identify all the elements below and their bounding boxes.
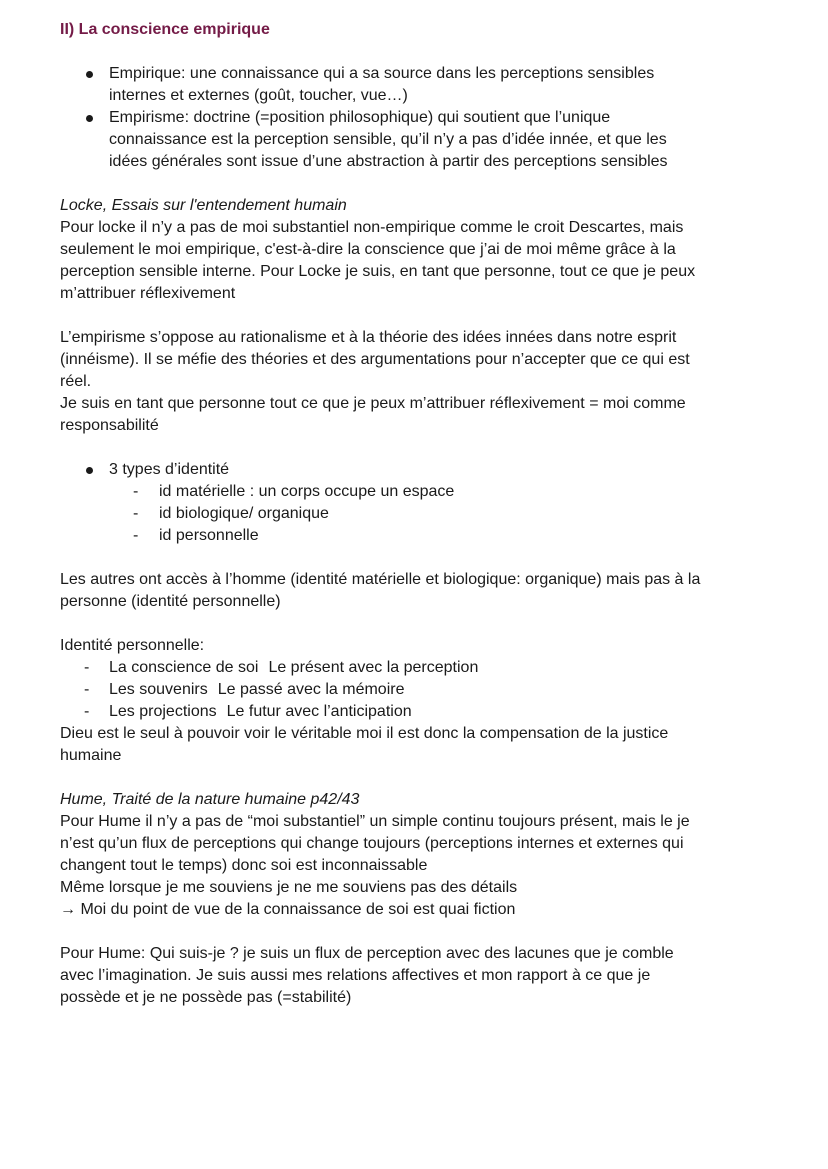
personal-identity-item	[109, 679, 404, 701]
paragraph-line: Dieu est le seul à pouvoir voir le véritable moi il est donc la compensation de la justice	[60, 725, 669, 742]
item-term: Les souvenirs	[109, 681, 208, 698]
bullet-text: 3 types d’identité	[109, 461, 230, 478]
item-term: La conscience de soi	[109, 659, 259, 676]
paragraph-line: (innéisme). Il se méfie des théories et des argumentations pour n’accepter que ce qui est	[60, 351, 690, 368]
identity-type: id matérielle : un corps occupe un espace	[159, 483, 455, 500]
identity-type: id biologique/ organique	[159, 505, 329, 522]
bullet-text: idées générales sont issue d’une abstraction à partir des perceptions sensibles	[109, 153, 668, 170]
paragraph-line: Je suis en tant que personne tout ce que je peux m’attribuer réflexivement = moi comme	[60, 395, 686, 412]
bullet-marker	[86, 115, 93, 122]
bullet-text: Empirique: une connaissance qui a sa source dans les perceptions sensibles	[109, 65, 655, 82]
paragraph-line: perception sensible interne. Pour Locke je suis, en tant que personne, tout ce que je peux	[60, 263, 696, 280]
paragraph-line: réel.	[60, 373, 92, 390]
paragraph-line: Pour locke il n’y a pas de moi substantiel non-empirique comme le croit Descartes, mais	[60, 219, 684, 236]
paragraph-line: → Moi du point de vue de la connaissance de soi est quai fiction	[60, 901, 516, 918]
paragraph-line: Pour Hume il n’y a pas de “moi substantiel” un simple continu toujours présent, mais le je	[60, 813, 690, 830]
item-desc: Le présent avec la perception	[268, 659, 479, 676]
identity-type: id personnelle	[159, 527, 259, 544]
paragraph-line: responsabilité	[60, 417, 159, 434]
bullet-text: Empirisme: doctrine (=position philosophique) qui soutient que l’unique	[109, 109, 611, 126]
paragraph-line: m’attribuer réflexivement	[60, 285, 236, 302]
paragraph-line: Les autres ont accès à l’homme (identité matérielle et biologique: organique) mais pas à la	[60, 571, 701, 588]
bullet-text: internes et externes (goût, toucher, vue…)	[109, 87, 408, 104]
paragraph-line: seulement le moi empirique, c'est-à-dire la conscience que j’ai de moi même grâce à la	[60, 241, 676, 258]
paragraph-line: n’est qu’un flux de perceptions qui change toujours (perceptions internes et externes qui	[60, 835, 684, 852]
locke-title: Locke, Essais sur l'entendement humain	[60, 197, 347, 214]
bullet-marker	[86, 467, 93, 474]
bullet-marker	[86, 71, 93, 78]
item-desc: Le passé avec la mémoire	[217, 681, 405, 698]
dash-marker: -	[84, 703, 90, 720]
personal-identity-label: Identité personnelle:	[60, 637, 205, 654]
paragraph-line: Même lorsque je me souviens je ne me souviens pas des détails	[60, 879, 518, 896]
paragraph-line: L’empirisme s’oppose au rationalisme et à la théorie des idées innées dans notre esprit	[60, 329, 677, 346]
dash-marker: -	[133, 483, 139, 500]
personal-identity-item	[109, 701, 412, 723]
paragraph-line: humaine	[60, 747, 122, 764]
bullet-text: connaissance est la perception sensible, qu’il n’y a pas d’idée innée, et que les	[109, 131, 667, 148]
dash-marker: -	[133, 527, 139, 544]
paragraph-line: possède et je ne possède pas (=stabilité)	[60, 989, 352, 1006]
dash-marker: -	[84, 659, 90, 676]
paragraph-line: changent tout le temps) donc soi est inconnaissable	[60, 857, 428, 874]
dash-marker: -	[84, 681, 90, 698]
paragraph-line: Pour Hume: Qui suis-je ? je suis un flux de perception avec des lacunes que je comble	[60, 945, 674, 962]
dash-marker: -	[133, 505, 139, 522]
paragraph-line: personne (identité personnelle)	[60, 593, 281, 610]
paragraph-line: avec l’imagination. Je suis aussi mes relations affectives et mon rapport à ce que je	[60, 967, 651, 984]
item-term: Les projections	[109, 703, 217, 720]
item-desc: Le futur avec l’anticipation	[226, 703, 412, 720]
hume-title: Hume, Traité de la nature humaine p42/43	[60, 791, 360, 808]
personal-identity-item	[109, 657, 478, 679]
section-heading: II) La conscience empirique	[60, 21, 270, 38]
